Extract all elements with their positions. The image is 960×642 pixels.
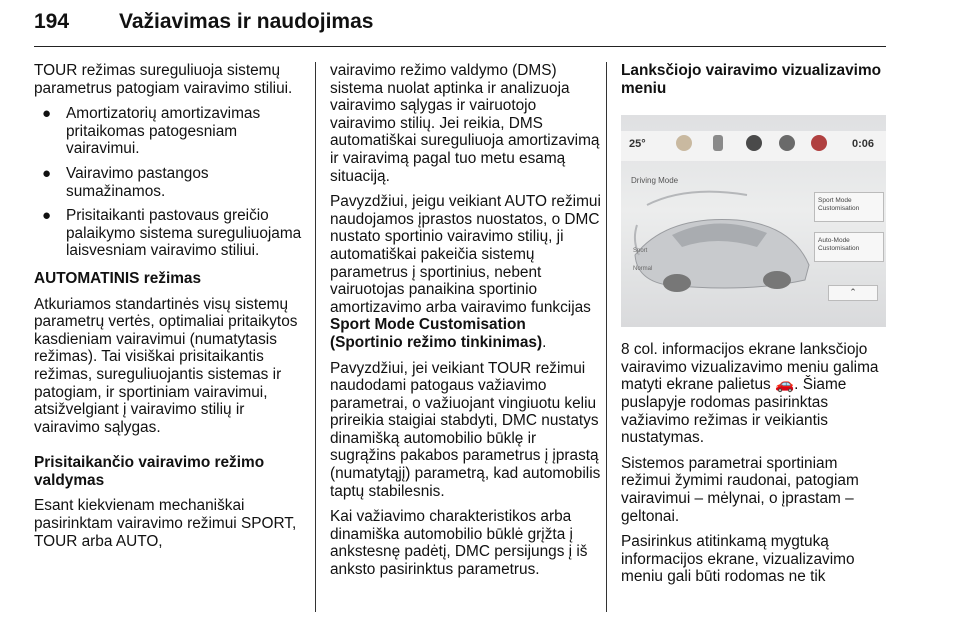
- section-heading: Prisitaikančio vairavimo režimo valdymas: [34, 454, 265, 489]
- driving-mode-screenshot: [621, 115, 886, 327]
- bold-term: Sport Mode Customisation (Sportinio režimo tinkinimas): [330, 316, 543, 351]
- column-divider: [606, 62, 607, 612]
- car-icon: 🚗: [774, 376, 795, 394]
- paragraph: Pasirinkus atitinkamą mygtuką informacijos ekrane, vizualizavimo meniu gali būti rodomas ne tik: [621, 533, 855, 586]
- list-item: ● Vairavimo pastangos sumažinamos.: [42, 164, 209, 200]
- paragraph: Sistemos parametrai sportiniam režimui žymimi raudonai, patogiam vairavimui – mėlynai, o įprastam – geltonai.: [621, 454, 859, 525]
- bullet-list: [34, 105, 306, 260]
- section-heading: AUTOMATINIS režimas: [34, 269, 202, 287]
- bullet-icon: ●: [42, 207, 52, 225]
- bullet-icon: ●: [42, 105, 52, 123]
- section-heading: Lanksčiojo vairavimo vizualizavimo meniu: [621, 62, 882, 97]
- column-middle: [330, 62, 602, 587]
- car-illustration: [627, 185, 817, 295]
- paragraph: Kai važiavimo charakteristikos arba dinamiška automobilio būklė grįžta į ankstesnę padėtį, DMC persijungs į iš anksto pasirinktus parametrus.: [330, 508, 588, 579]
- page-header: [34, 6, 886, 47]
- scroll-up-button[interactable]: ⌃: [828, 285, 878, 301]
- sport-mode-customisation-button[interactable]: Sport Mode Customisation: [814, 192, 884, 222]
- column-right: [621, 62, 891, 594]
- clock: 0:06: [851, 138, 874, 151]
- page-number: 194: [34, 10, 70, 33]
- temperature-readout: 25°: [629, 138, 646, 151]
- column-divider: [315, 62, 316, 612]
- bullet-icon: ●: [42, 164, 52, 182]
- mode-label: Sport: [633, 248, 648, 255]
- paragraph: Pavyzdžiui, jei veikiant TOUR režimui naudodami patogaus važiavimo parametrai, o važiuojant vingiuotu keliu prireikia staigiai stabdyti, DMC nustatys dinamišką automobilio būklę ir sugrąžins pakabos parametrus į įprastą (numatytąjį) parametrą, kad automobilis taptų stabilesnis.: [330, 359, 601, 500]
- list-item: ● Prisitaikanti pastovaus greičio palaikymo sistema sureguliuojama laisvesniam vairavimo stiliui.: [42, 207, 302, 260]
- phone-icon: [713, 135, 723, 151]
- auto-mode-customisation-button[interactable]: Auto-Mode Customisation: [814, 232, 884, 262]
- paragraph: Pavyzdžiui, jeigu veikiant AUTO režimui naudojamos įprastos nuostatos, o DMC nustato sportinio vairavimo stilių, ji automatiškai pakeičia sistemų parametrus į sportinius, nebent vairuotojas panaikina sportinio amortizavimo arba vairavimo funkcijas Sport Mode Customisation (Sportinio režimo tinkinimas).: [330, 193, 601, 351]
- mode-label: Normal: [633, 266, 653, 273]
- paragraph: Atkuriamos standartinės visų sistemų parametrų vertės, optimaliai pritaikytos kasdieniam vairavimui (numatytasis režimas). Tai visiškai prisitaikantis režimas, sureguliuojantis sistemas ir patogiam, ir sportiniam vairavimui, atsižvelgiant į vairavimo stilių ir vairavimo sąlygas.: [34, 295, 298, 436]
- paragraph: 8 col. informacijos ekrane lanksčiojo vairavimo vizualizavimo meniu galima matyti ekrane palietus 🚗. Šiame puslapyje rodomas pasirinktas važiavimo režimas ir veikiantis nustatymas.: [621, 341, 879, 447]
- page-title: Važiavimas ir naudojimas: [119, 10, 374, 33]
- paragraph: TOUR režimas sureguliuoja sistemų parametrus patogiam vairavimo stiliui.: [34, 62, 293, 97]
- list-item: ● Amortizatorių amortizavimas pritaikomas patogesniam vairavimui.: [42, 105, 261, 158]
- column-left: [34, 62, 306, 558]
- paragraph: vairavimo režimo valdymo (DMS) sistema nuolat aptinka ir analizuoja vairavimo sąlygas ir vairuotojo vairavimo stilių. Jei reikia, DMS automatiškai sureguliuoja amortizavimą ir vairavimą pagal tuo metu esamą situaciją.: [330, 62, 600, 185]
- menu-title: Driving Mode: [631, 176, 679, 186]
- paragraph: Esant kiekvienam mechaniškai pasirinktam vairavimo režimui SPORT, TOUR arba AUTO,: [34, 497, 297, 550]
